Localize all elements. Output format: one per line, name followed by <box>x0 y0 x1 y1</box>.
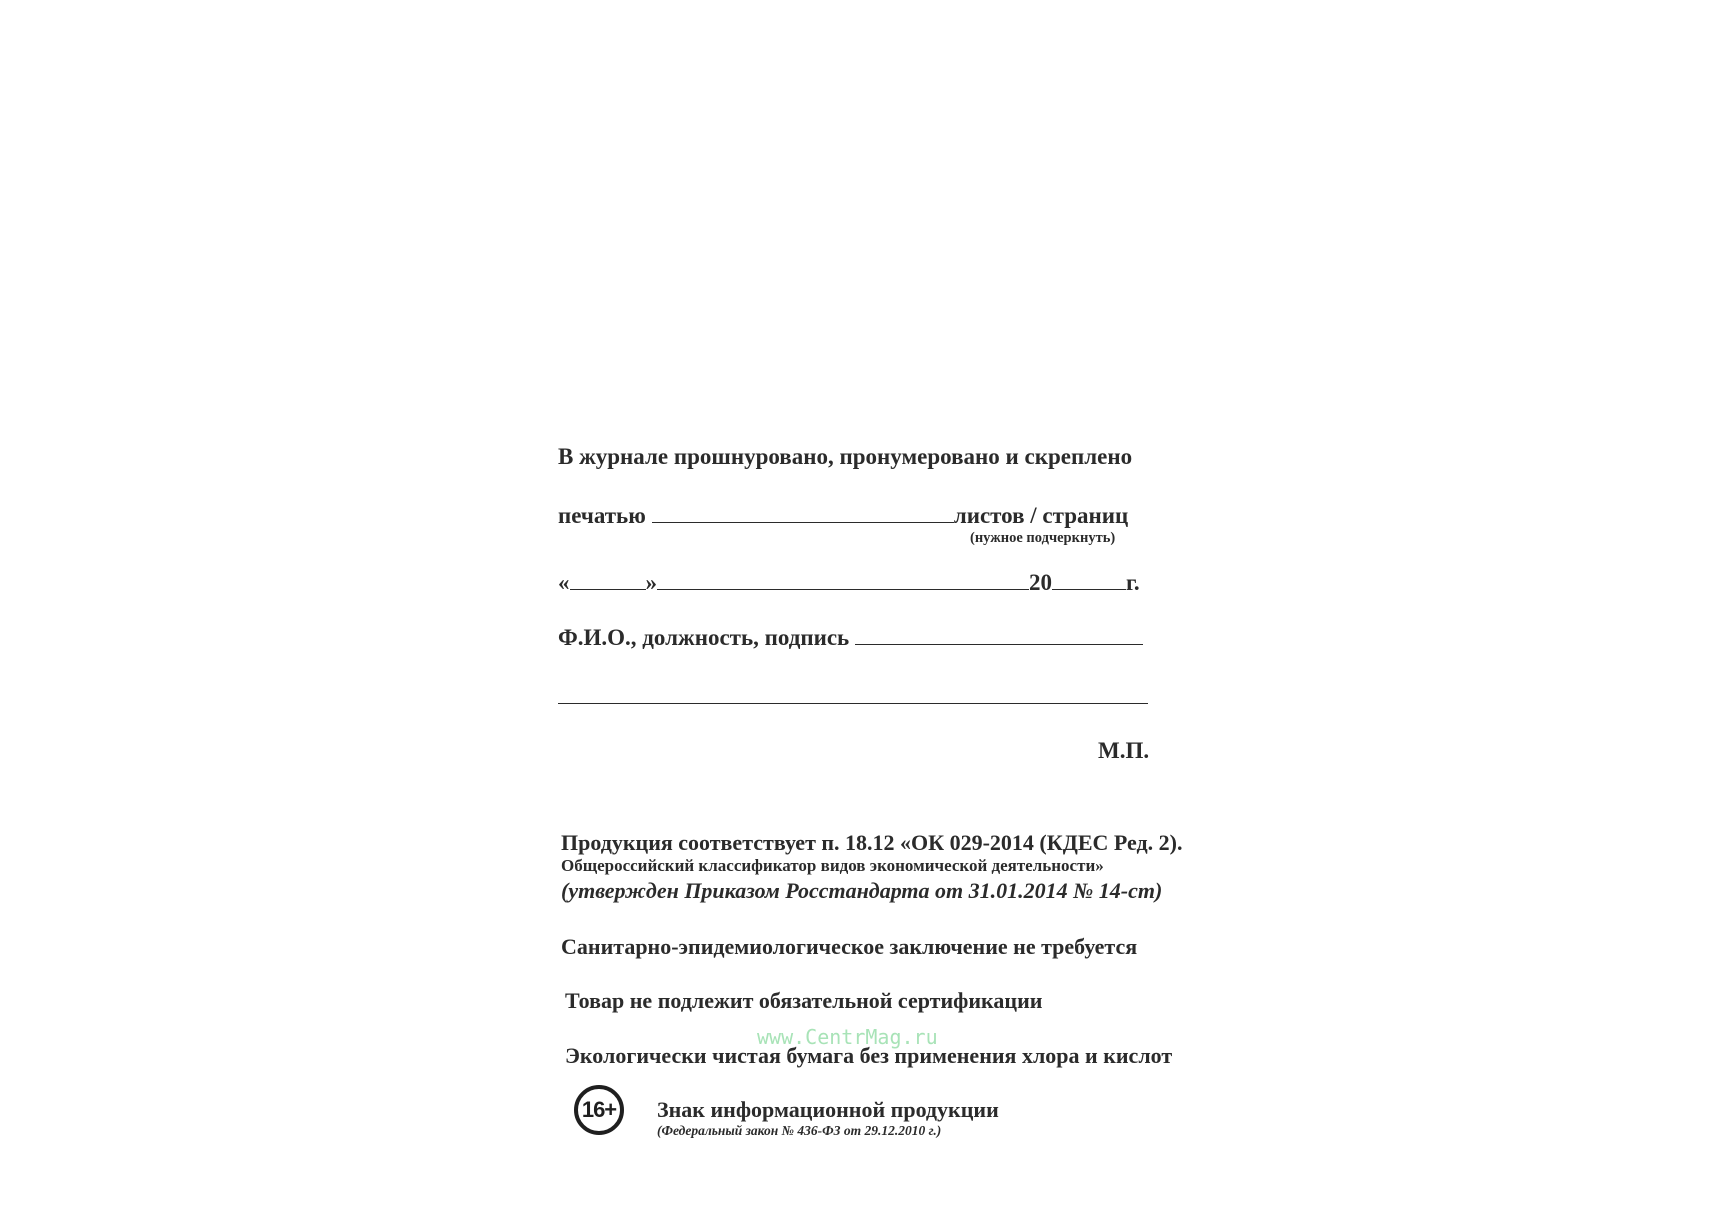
sheets-pages-text: листов / страниц <box>953 503 1129 528</box>
compliance-line-1: Продукция соответствует п. 18.12 «ОК 029-2014 (КДЕС Ред. 2). <box>561 830 1183 855</box>
date-year-blank <box>1052 569 1126 590</box>
date-month-blank <box>657 569 1029 590</box>
ecology-statement: Экологически чистая бумага без применения хлора и кислот <box>565 1043 1173 1068</box>
date-line <box>558 569 1152 596</box>
signature-line <box>558 624 1152 651</box>
date-open-quote: « <box>558 570 570 595</box>
watermark-text: www.CentrMag.ru <box>757 1025 938 1049</box>
certification-statement: Товар не подлежит обязательной сертификации <box>565 988 1043 1013</box>
sanitary-statement: Санитарно-эпидемиологическое заключение не требуется <box>561 934 1138 959</box>
underline-hint: (нужное подчеркнуть) <box>970 530 1116 546</box>
seal-prefix-text: печатью <box>558 503 646 528</box>
binding-statement-line <box>558 444 1152 470</box>
sheets-count-line <box>558 502 1152 546</box>
date-year-suffix: г. <box>1126 570 1140 595</box>
signature-blank <box>855 624 1143 645</box>
binding-statement-text: В журнале прошнуровано, пронумеровано и скреплено <box>558 444 1133 469</box>
age-rating-text: 16+ <box>581 1097 617 1122</box>
signature-extra-blank <box>558 703 1148 704</box>
sheets-count-blank <box>652 502 954 523</box>
date-day-blank <box>570 569 646 590</box>
compliance-line-3: (утвержден Приказом Росстандарта от 31.01.2014 № 14-ст) <box>561 878 1163 903</box>
age-rating-icon <box>574 1085 624 1135</box>
seal-place-label: М.П. <box>1098 738 1150 763</box>
signature-label: Ф.И.О., должность, подпись <box>558 625 850 650</box>
date-year-prefix: 20 <box>1029 570 1052 595</box>
date-close-quote: » <box>645 570 657 595</box>
compliance-line-2: Общероссийский классификатор видов экономической деятельности» <box>561 856 1104 875</box>
info-product-title: Знак информационной продукции <box>657 1097 999 1122</box>
info-product-law: (Федеральный закон № 436-ФЗ от 29.12.2010 г.) <box>657 1123 942 1138</box>
